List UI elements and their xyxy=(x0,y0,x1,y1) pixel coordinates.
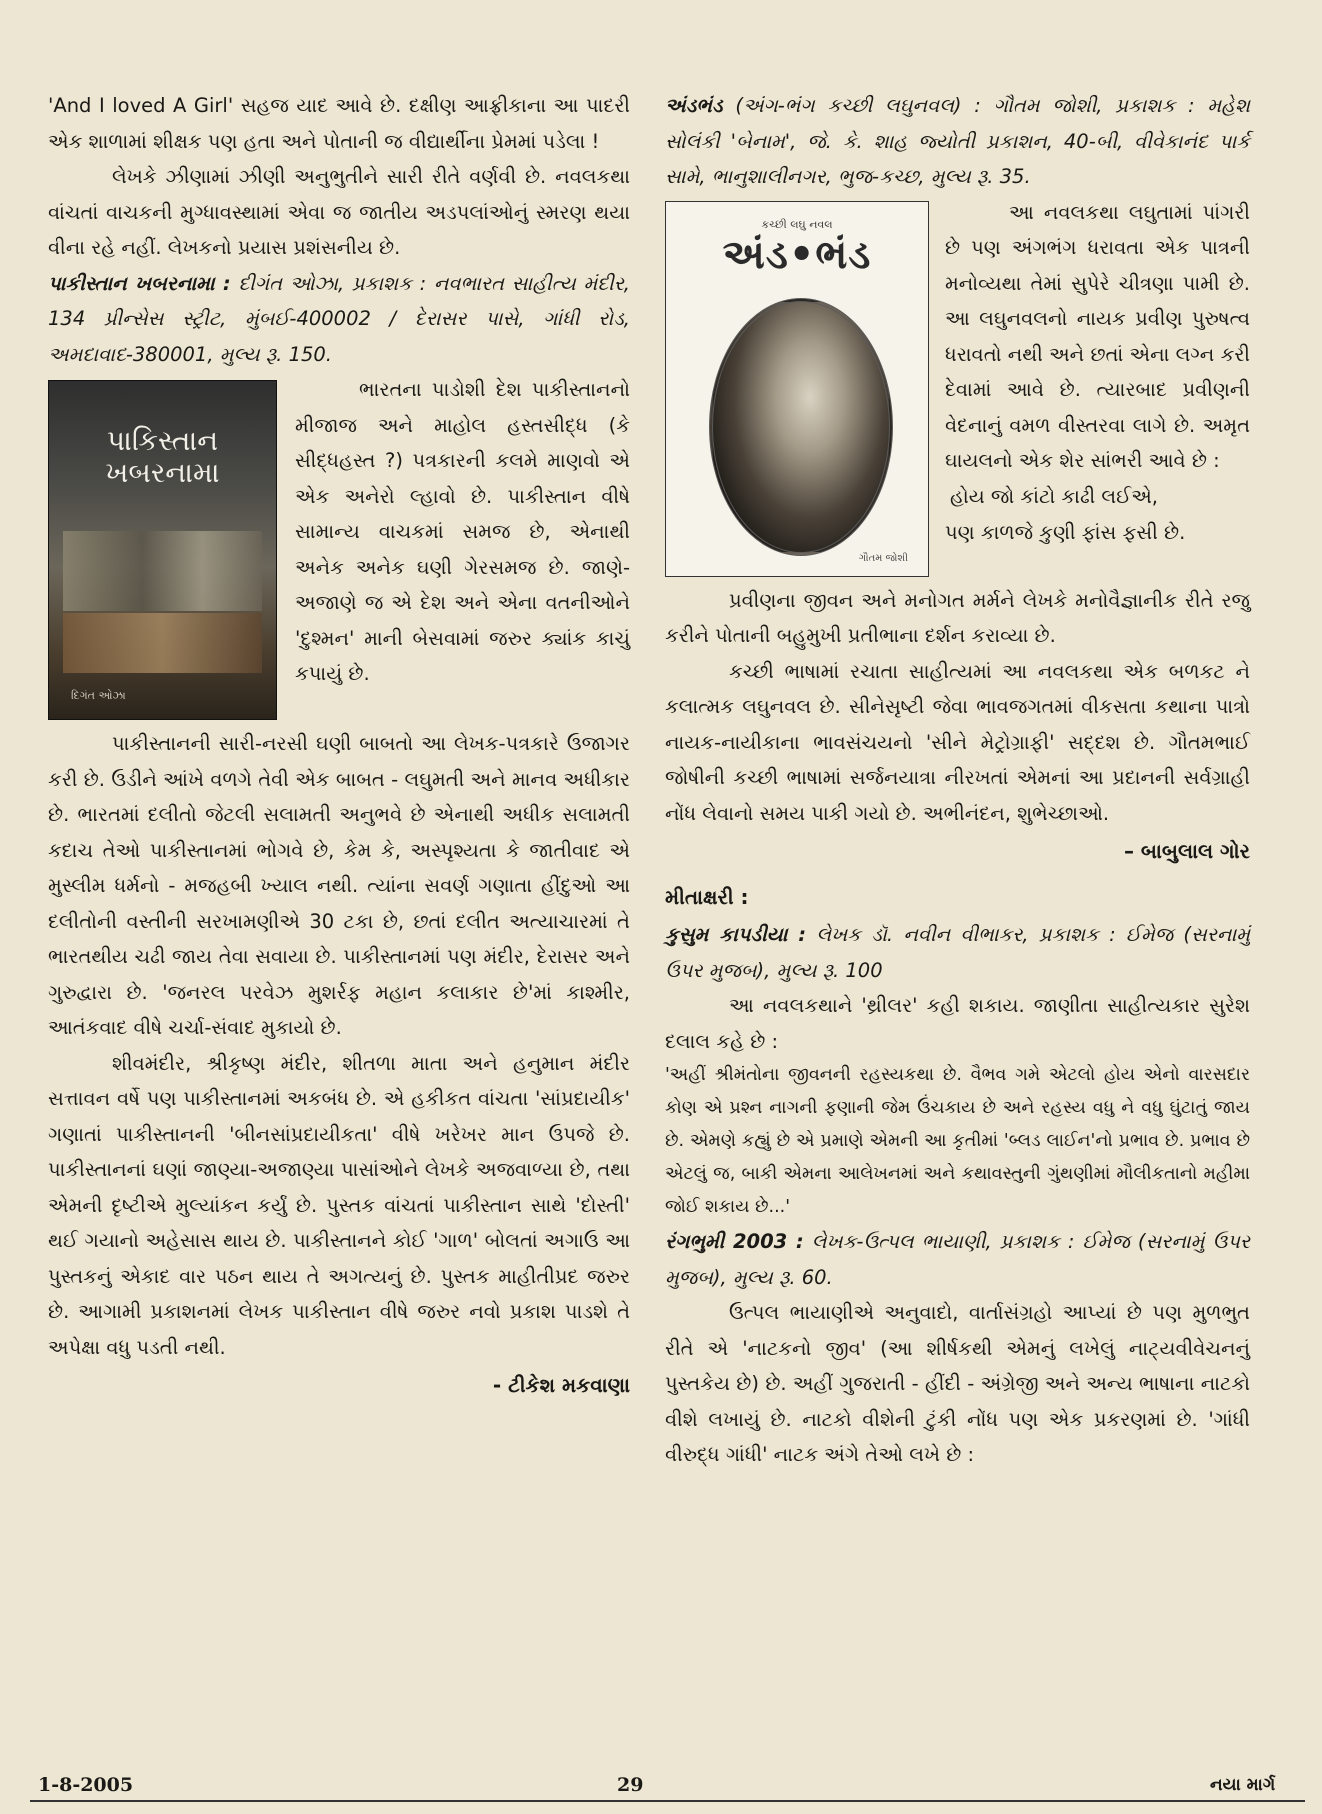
intro-paragraph: 'And I loved A Girl' સહજ યાદ આવે છે. દક્ષીણ આફ્રીકાના આ પાદરી એક શાળામાં શીક્ષક પણ હતા અને પોતાની જ વીદ્યાર્થીના પ્રેમમાં પડેલા ! xyxy=(48,94,630,153)
review-heading xyxy=(48,266,630,373)
review-details: (અંગ-ભંગ કચ્છી લઘુનવલ) : ગૌતમ જોશી, પ્રકાશક : મહેશ સોલંકી 'બેનામ', જે. કે. શાહ જ્યોતી પ્રકાશન, 40-બી, વીવેકાનંદ પાર્ક સામે, ભાનુશાલીનગર, ભુજ-કચ્છ, મુલ્ય રૂ. 35. xyxy=(665,94,1250,188)
cover-title-line2: ખબરનામા xyxy=(105,456,220,489)
section-heading: મીતાક્ષરી : xyxy=(665,885,749,909)
review-details: લેખક ડૉ. નવીન વીભાકર, પ્રકાશક : ઈમેજ (સરનામું ઉપર મુજબ), મુલ્ય રૂ. 100 xyxy=(665,923,1250,982)
cover-photo-strip xyxy=(63,613,262,673)
paragraph: આ નવલકથાને 'થ્રીલર' કહી શકાય. જાણીતા સાહીત્યકાર સુરેશ દલાલ કહે છે : xyxy=(665,994,1250,1053)
cover-title-line1: પાકિસ્તાન xyxy=(106,424,219,457)
paragraph: કચ્છી ભાષામાં રચાતા સાહીત્યમાં આ નવલકથા એક બળકટ ને કલાત્મક લઘુનવલ છે. સીનેસૃષ્ટી જેવા ભાવજગતમાં વીકસતા કથાના પાત્રો નાયક-નાયીકાના ભાવસંચયનો 'સીને મેટ્રોગ્રાફી' સદ્દશ છે. ગૌતમભાઈ જોષીની કચ્છી ભાષામાં સર્જનયાત્રા નીરખતાં એમનાં આ પ્રદાનની સર્વગ્રાહી નોંધ લેવાનો સમય પાકી ગયો છે. અભીનંદન, શુભેચ્છાઓ. xyxy=(665,659,1250,825)
review-details: દીગંત ઓઝા, પ્રકાશક : નવભારત સાહીત્ય મંદીર, 134 પ્રીન્સેસ સ્ટ્રીટ, મુંબઈ-400002 / દેરાસર પાસે, ગાંધી રોડ, અમદાવાદ-380001, મુલ્ય રૂ. 150. xyxy=(48,271,630,366)
reviewer-signature: - ટીકેશ મકવાણા xyxy=(492,1373,630,1397)
quotation: 'અહીં શ્રીમંતોના જીવનની રહસ્યકથા છે. વૈભવ ગમે એટલો હોય એનો વારસદાર કોણ એ પ્રશ્ન નાગની ફણાની જેમ ઉંચકાય છે અને રહસ્ય વધુ ને વધુ ઘુંટાતું જાય છે. એમણે કહ્યું છે એ પ્રમાણે એમની આ કૃતીમાં 'બ્લડ લાઈન'નો પ્રભાવ છે. પ્રભાવ છે એટલું જ, બાકી એમના આલેખનમાં અને કથાવસ્તુની ગુંથણીમાં મૌલીકતાનો મહીમા જોઈ શકાય છે...' xyxy=(665,1065,1250,1217)
paragraph: પાકીસ્તાનની સારી-નરસી ઘણી બાબતો આ લેખક-પત્રકારે ઉજાગર કરી છે. ઉડીને આંખે વળગે તેવી એક બાબત - લઘુમતી અને માનવ અધીકાર છે. ભારતમાં દલીતો જેટલી સલામતી અનુભવે છે એનાથી અધીક સલામતી કદાચ તેઓ પાકીસ્તાનમાં ભોગવે છે, કેમ કે, અસ્પૃશ્યતા કે જાતીવાદ એ મુસ્લીમ ધર્મનો - મજહબી ખ્યાલ નથી. ત્યાંના સવર્ણ ગણાતા હીંદુઓ આ દલીતોની વસ્તીની સરખામણીએ 30 ટકા છે, છતાં દલીત અત્યાચારમાં તે ભારતથીય ચઢી જાય તેવા સવાયા છે. પાકીસ્તાનમાં પણ મંદીર, દેરાસર અને ગુરુદ્વારા છે. 'જનરલ પરવેઝ મુશર્રફ મહાન કલાકાર છે'માં કાશ્મીર, આતંકવાદ વીષે ચર્ચા-સંવાદ મુકાયો છે. xyxy=(48,732,630,1039)
cover-top-label: કચ્છી લઘુ નવલ xyxy=(761,217,833,231)
couplet-line: પણ કાળજે કુણી ફાંસ ફસી છે. xyxy=(945,520,1186,544)
review-title: કુસુમ કાપડીયા : xyxy=(665,923,807,946)
paragraph: ભારતના પાડોશી દેશ પાકીસ્તાનનો મીજાજ અને માહોલ હસ્તસીદ્ધ (કે સીદ્ધહસ્ત ?) પત્રકારની કલમે માણવો એ એક અનેરો લ્હાવો છે. પાકીસ્તાન વીષે સામાન્ય વાચકમાં સમજ છે, એનાથી અનેક અનેક ઘણી ગેરસમજ છે. જાણે-અજાણે જ એ દેશ અને એના વતનીઓને 'દુશ્મન' માની બેસવામાં જરુર ક્યાંક કાચું કપાયું છે. xyxy=(295,378,630,685)
paragraph: ઉત્પલ ભાયાણીએ અનુવાદો, વાર્તાસંગ્રહો આપ્યાં છે પણ મુળભુત રીતે એ 'નાટકનો જીવ' (આ શીર્ષકથી એમનું લખેલું નાટ્યવીવેચનનું પુસ્તકેય છે) છે. અહીં ગુજરાતી - હીંદી - અંગ્રેજી અને અન્ય ભાષાના નાટકો વીશે લખાયું છે. નાટકો વીશેની ટુંકી નોંધ પણ એક પ્રકરણમાં છે. 'ગાંધી વીરુદ્ધ ગાંધી' નાટક અંગે તેઓ લખે છે : xyxy=(665,1301,1250,1466)
paragraph: પ્રવીણના જીવન અને મનોગત મર્મને લેખકે મનોવૈજ્ઞાનીક રીતે રજુ કરીને પોતાની બહુમુખી પ્રતીભાના દર્શન કરાવ્યા છે. xyxy=(665,588,1250,647)
book-cover-andbhand xyxy=(665,201,929,577)
paragraph: આ નવલકથા લઘુતામાં પાંગરી છે પણ અંગભંગ ધરાવતા એક પાત્રની મનોવ્યથા તેમાં સુપેરે ચીત્રણા પામી છે. આ લઘુનવલનો નાયક પ્રવીણ પુરુષત્વ ધરાવતો નથી અને છતાં એના લગ્ન કરી દેવામાં આવે છે. ત્યારબાદ પ્રવીણની વેદનાનું વમળ વીસ્તરવા લાગે છે. અમૃત ઘાયલનો એક શેર સાંભરી આવે છે : xyxy=(945,200,1250,472)
left-column xyxy=(48,88,630,1405)
review-title: રંગભુમી 2003 : xyxy=(665,1230,804,1253)
page-number: 29 xyxy=(617,1774,644,1796)
book-cover-pakistan-khabarnama xyxy=(48,380,277,720)
issue-date: 1-8-2005 xyxy=(38,1774,134,1796)
review-details: લેખક-ઉત્પલ ભાયાણી, પ્રકાશક : ઈમેજ (સરનામું ઉપર મુજબ), મુલ્ય રૂ. 60. xyxy=(665,1230,1250,1289)
review-title: અંડભંડ xyxy=(665,94,723,117)
couplet-line: હોય જો કાંટો કાઢી લઈએ, xyxy=(950,484,1158,508)
paragraph: શીવમંદીર, શ્રીકૃષ્ણ મંદીર, શીતળા માતા અને હનુમાન મંદીર સત્તાવન વર્ષે પણ પાકીસ્તાનમાં અકબંધ છે. એ હકીકત વાંચતા 'સાંપ્રદાયીક' ગણાતાં પાકીસ્તાનની 'બીનસાંપ્રદાયીકતા' વીષે ખરેખર માન ઉપજે છે. પાકીસ્તાનનાં ઘણાં જાણ્યા-અજાણ્યા પાસાંઓને લેખકે અજવાળ્યા છે, તથા એમની દૃષ્ટીએ મુલ્યાંકન કર્યું છે. પુસ્તક વાંચતાં પાકીસ્તાન સાથે 'દોસ્તી' થઈ ગયાનો અહેસાસ થાય છે. પાકીસ્તાનને કોઈ 'ગાળ' બોલતાં અગાઉ આ પુસ્તકનું એકાદ વાર પઠન થાય તે અગત્યનું છે. પુસ્તક માહીતીપ્રદ જરુર છે. આગામી પ્રકાશનમાં લેખક પાકીસ્તાન વીષે જરુર નવો પ્રકાશ પાડશે તે અપેક્ષા વધુ પડતી નથી. xyxy=(48,1051,630,1359)
cover-author: દિગંત ઓઝા xyxy=(71,689,126,702)
paragraph: લેખકે ઝીણામાં ઝીણી અનુભુતીને સારી રીતે વર્ણવી છે. નવલકથા વાંચતાં વાચકની મુગ્ધાવસ્થામાં એવા જ જાતીય અડપલાંઓનું સ્મરણ થયા વીના રહે નહીં. લેખકનો પ્રયાસ પ્રશંસનીય છે. xyxy=(48,165,630,259)
review-heading xyxy=(665,1224,1250,1295)
cover-author: ગૌતમ જોશી xyxy=(858,552,908,564)
cover-title: અંડ•ભંડ xyxy=(722,231,872,278)
right-column xyxy=(665,88,1250,1473)
magazine-name: નયા માર્ગ xyxy=(1210,1775,1276,1795)
cover-photo-strip xyxy=(63,531,262,611)
review-heading xyxy=(665,917,1250,988)
reviewer-signature: – બાબુલાલ ગોર xyxy=(1123,839,1250,863)
review-title: પાકીસ્તાન ખબરનામા : xyxy=(48,271,231,295)
cover-portrait xyxy=(709,298,893,556)
review-heading xyxy=(665,88,1250,195)
footer-divider xyxy=(30,1800,1305,1802)
